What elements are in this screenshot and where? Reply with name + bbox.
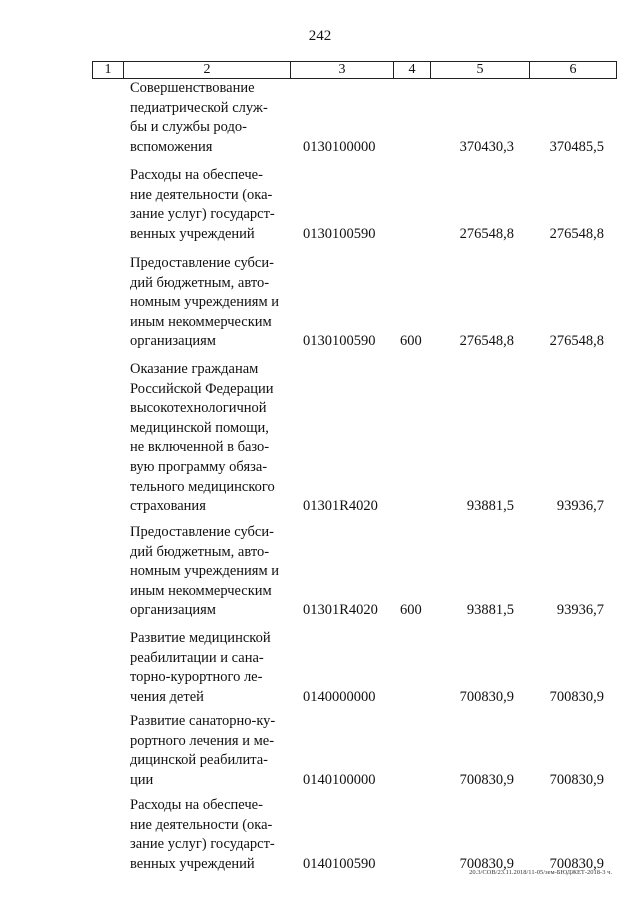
column-header-table <box>92 61 617 79</box>
row-code: 0140000000 <box>303 688 376 705</box>
row-description: Совершенствование педиатрической служ- бы и службы родо- вспоможения <box>130 80 268 155</box>
row-value-col6: 700830,9 <box>549 771 604 788</box>
row-value-col5: 700830,9 <box>459 855 514 872</box>
table-row <box>0 523 640 629</box>
row-code: 0140100590 <box>303 855 376 872</box>
table-row <box>0 79 640 157</box>
row-value-col6: 700830,9 <box>549 855 604 872</box>
row-description: Развитие санаторно-ку- рортного лечения и ме- дицинской реабилита- ции <box>130 713 276 788</box>
row-description: Оказание гражданам Российской Федерации высокотехнологичной медицинской помощи, не включенной в базо- вую программу обяза- тельного медицинского страхования <box>130 361 275 515</box>
row-code: 01301R4020 <box>303 602 378 619</box>
table-row <box>0 254 640 360</box>
table-row <box>0 796 640 880</box>
page-number: 242 <box>308 28 332 44</box>
row-value-col6: 700830,9 <box>549 688 604 705</box>
row-code: 0140100000 <box>303 771 376 788</box>
table-row <box>0 712 640 796</box>
row-value-col5: 93881,5 <box>466 498 514 515</box>
table-row <box>0 360 640 523</box>
column-header-5: 5 <box>431 62 530 79</box>
row-description: Расходы на обеспече- ние деятельности (ока- зание услуг) государст- венных учреждений <box>130 167 275 242</box>
row-value-col5: 700830,9 <box>459 771 514 788</box>
row-value-col6: 276548,8 <box>549 225 604 242</box>
row-value-col5: 276548,8 <box>459 333 514 350</box>
row-value-col6: 370485,5 <box>549 138 604 155</box>
column-header-4: 4 <box>394 62 431 79</box>
budget-table-body <box>0 79 640 880</box>
row-value-col6: 93936,7 <box>556 498 604 515</box>
row-description: Расходы на обеспече- ние деятельности (ока- зание услуг) государст- венных учреждений <box>130 797 275 872</box>
column-header-3: 3 <box>291 62 394 79</box>
row-value-col6: 276548,8 <box>549 333 604 350</box>
table-row <box>0 166 640 254</box>
column-header-2: 2 <box>124 62 291 79</box>
row-value-col6: 93936,7 <box>556 602 604 619</box>
row-description: Предоставление субси- дий бюджетным, авто- номным учреждениям и иным некоммерческим организациям <box>130 255 280 350</box>
row-description: Предоставление субси- дий бюджетным, авто- номным учреждениям и иным некоммерческим организациям <box>130 524 280 619</box>
table-row <box>0 629 640 712</box>
row-value-col5: 370430,3 <box>459 138 514 155</box>
row-code: 0130100590 <box>303 333 376 350</box>
row-value-col5: 700830,9 <box>459 688 514 705</box>
row-code: 0130100590 <box>303 225 376 242</box>
row-code: 01301R4020 <box>303 498 378 515</box>
row-expense-type: 600 <box>400 333 422 350</box>
column-header-6: 6 <box>530 62 617 79</box>
row-value-col5: 93881,5 <box>466 602 514 619</box>
column-header-1: 1 <box>93 62 124 79</box>
row-code: 0130100000 <box>303 138 376 155</box>
row-expense-type: 600 <box>400 602 422 619</box>
row-description: Развитие медицинской реабилитации и сана- торно-курортного ле- чения детей <box>130 630 271 705</box>
row-value-col5: 276548,8 <box>459 225 514 242</box>
document-footer-code: 20.3/СОВ/23.11.2018/11-05/зем-БЮДЖЕТ-2018-3 ч. <box>469 869 612 876</box>
